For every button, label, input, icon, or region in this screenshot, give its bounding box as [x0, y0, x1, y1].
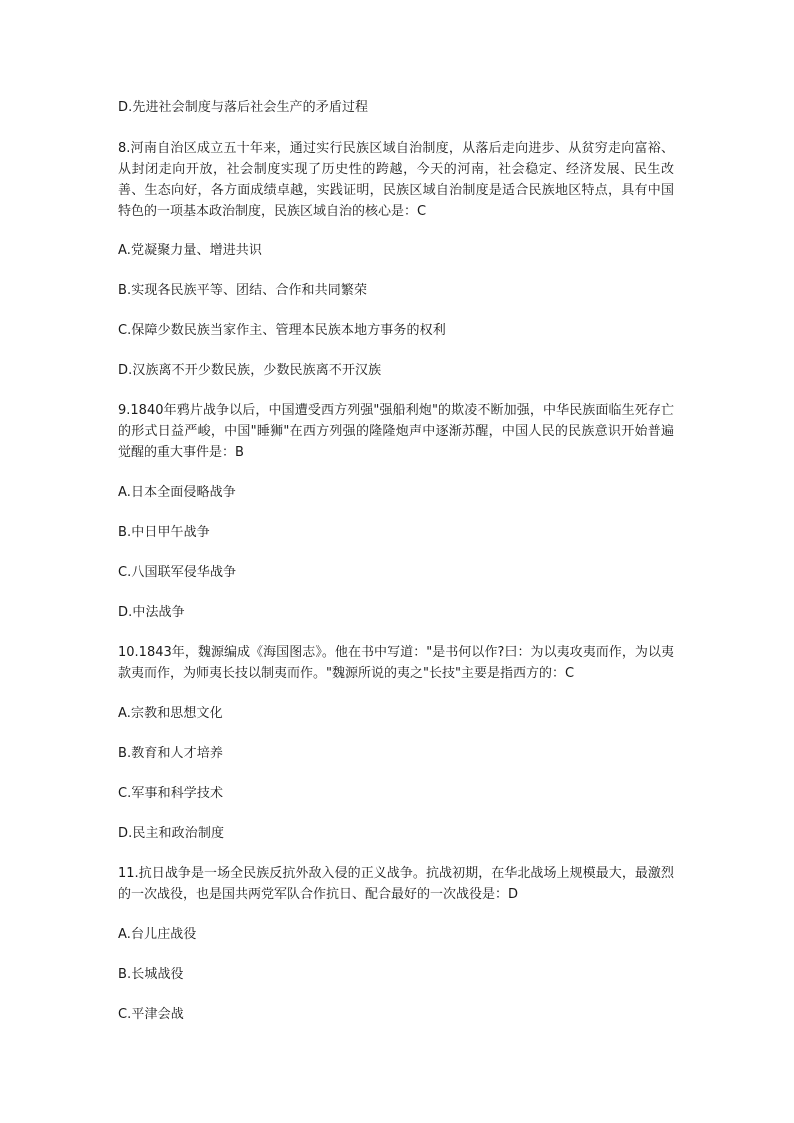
q8-option-d: D.汉族离不开少数民族，少数民族离不开汉族 [118, 363, 382, 378]
q11-option-b: B.长城战役 [118, 967, 184, 982]
q10-option-a: A.宗教和思想文化 [118, 706, 223, 721]
q9-question: 9.1840年鸦片战争以后，中国遭受西方列强"强船利炮"的欺凌不断加强，中华民族面临生死存亡的形式日益严峻，中国"睡狮"在西方列强的隆隆炮声中逐渐苏醒，中国人民的民族意识开始普遍觉醒的重大事件是：B [118, 403, 674, 460]
q9-option-d: D.中法战争 [118, 605, 185, 620]
q11-option-a: A.台儿庄战役 [118, 927, 197, 942]
q7-option-d: D.先进社会制度与落后社会生产的矛盾过程 [118, 100, 369, 115]
q8-question: 8.河南自治区成立五十年来，通过实行民族区域自治制度，从落后走向进步、从贫穷走向富裕、从封闭走向开放，社会制度实现了历史性的跨越，今天的河南，社会稳定、经济发展、民生改善、生态向好，各方面成绩卓越，实践证明，民族区域自治制度是适合民族地区特点，具有中国特色的一项基本政治制度，民族区域自治的核心是：C [118, 141, 674, 219]
q8-option-b: B.实现各民族平等、团结、合作和共同繁荣 [118, 283, 368, 298]
q11-question: 11.抗日战争是一场全民族反抗外敌入侵的正义战争。抗战初期，在华北战场上规模最大，最激烈的一次战役，也是国共两党军队合作抗日、配合最好的一次战役是：D [118, 866, 674, 902]
q9-option-b: B.中日甲午战争 [118, 525, 210, 540]
q11-option-c: C.平津会战 [118, 1007, 184, 1022]
q9-option-a: A.日本全面侵略战争 [118, 485, 236, 500]
q9-option-c: C.八国联军侵华战争 [118, 565, 237, 580]
q10-option-d: D.民主和政治制度 [118, 826, 225, 841]
q10-option-b: B.教育和人才培养 [118, 746, 223, 761]
q8-option-a: A.党凝聚力量、增进共识 [118, 243, 262, 258]
q10-option-c: C.军事和科学技术 [118, 786, 224, 801]
q10-question: 10.1843年，魏源编成《海国图志》。他在书中写道："是书何以作?曰：为以夷攻夷而作，为以夷款夷而作，为师夷长技以制夷而作。"魏源所说的夷之"长技"主要是指西方的：C [118, 645, 674, 681]
q8-option-c: C.保障少数民族当家作主、管理本民族本地方事务的权利 [118, 323, 446, 338]
